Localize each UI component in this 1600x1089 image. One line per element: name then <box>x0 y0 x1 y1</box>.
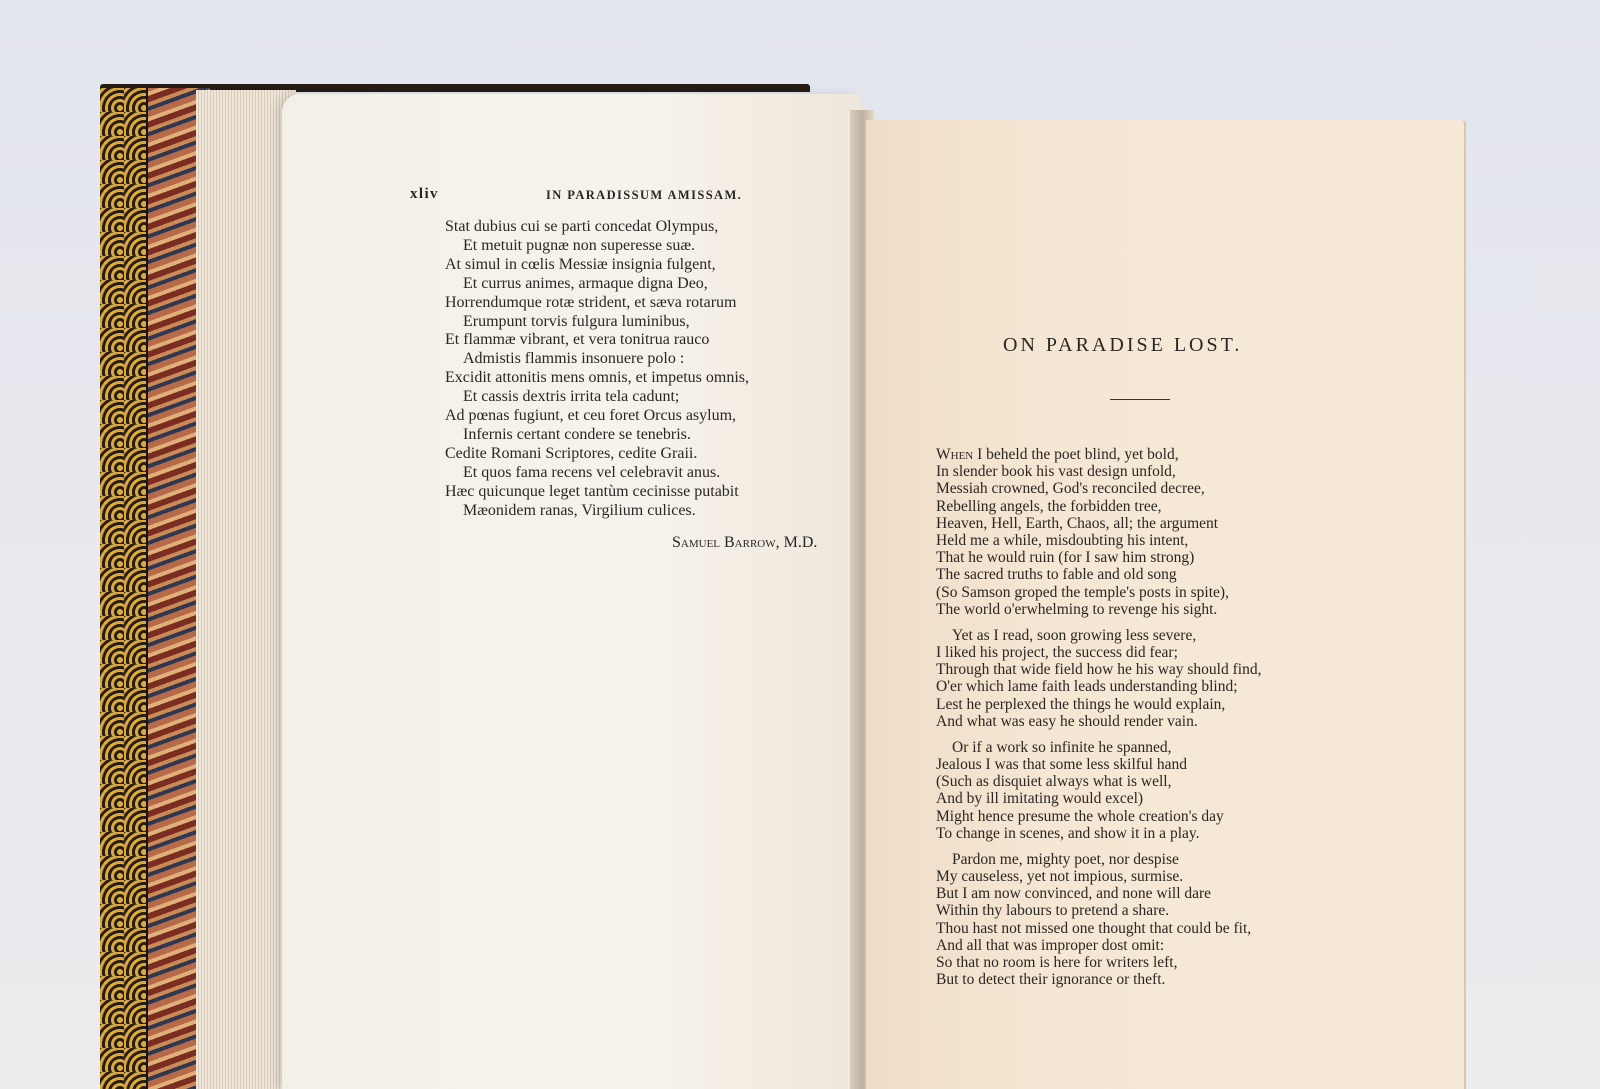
poem-line: But to detect their ignorance or theft. <box>936 971 1166 989</box>
signature: Samuel Barrow, M.D. <box>672 534 818 551</box>
latin-line: Excidit attonitis mens omnis, et impetus omnis, <box>445 369 749 387</box>
poem-line: Yet as I read, soon growing less severe, <box>952 626 1197 644</box>
latin-line: Et metuit pugnæ non superesse suæ. <box>463 236 695 254</box>
poem-line: Through that wide field how he his way should find, <box>936 661 1262 679</box>
gilt-binding-border <box>100 88 148 1089</box>
latin-line: Cedite Romani Scriptores, cedite Graii. <box>445 444 698 462</box>
latin-line: Et flammæ vibrant, et vera tonitrua rauco <box>445 331 710 349</box>
latin-poem <box>445 218 749 521</box>
poem-line: Thou hast not missed one thought that could be fit, <box>936 919 1252 937</box>
poem-line: I liked his project, the success did fear; <box>936 644 1178 662</box>
poem-line: Jealous I was that some less skilful hand <box>936 756 1187 774</box>
latin-line: Et cassis dextris irrita tela cadunt; <box>463 388 680 406</box>
poem-line: And what was easy he should render vain. <box>936 712 1198 730</box>
poem-line: That he would ruin (for I saw him strong) <box>936 549 1195 567</box>
poem-line: But I am now convinced, and none will dare <box>936 885 1212 903</box>
poem-line: Or if a work so infinite he spanned, <box>952 738 1172 756</box>
poem-line: O'er which lame faith leads understanding blind; <box>936 678 1238 696</box>
poem-line: Messiah crowned, God's reconciled decree, <box>936 480 1205 498</box>
poem-line: Heaven, Hell, Earth, Chaos, all; the argument <box>936 514 1219 532</box>
opening-word: When <box>936 446 974 463</box>
poem-line: Held me a while, misdoubting his intent, <box>936 532 1189 550</box>
latin-line: At simul in cœlis Messiæ insignia fulgent, <box>445 255 716 273</box>
poem-line: The sacred truths to fable and old song <box>936 566 1177 584</box>
latin-line: Stat dubius cui se parti concedat Olympus, <box>445 218 719 235</box>
title-rule <box>1110 399 1170 400</box>
poem-line: (So Samson groped the temple's posts in spite), <box>936 583 1229 601</box>
page-number: xliv <box>410 186 439 202</box>
poem-line: Within thy labours to pretend a share. <box>936 902 1170 920</box>
running-head: IN PARADISSUM AMISSAM. <box>546 188 743 202</box>
latin-line: Mæonidem ranas, Virgilium culices. <box>463 501 696 519</box>
latin-line: Horrendumque rotæ strident, et sæva rotarum <box>445 293 737 311</box>
poem-line: To change in scenes, and show it in a play. <box>936 824 1200 842</box>
poem-line: In slender book his vast design unfold, <box>936 463 1176 481</box>
latin-line: Ad pœnas fugiunt, et ceu foret Orcus asylum, <box>445 407 737 425</box>
latin-line: Et currus animes, armaque digna Deo, <box>463 274 708 292</box>
latin-line: Erumpunt torvis fulgura luminibus, <box>463 312 690 330</box>
poem-line: The world o'erwhelming to revenge his sight. <box>936 600 1218 618</box>
latin-line: Et quos fama recens vel celebravit anus. <box>463 463 721 481</box>
stanza <box>936 851 1261 989</box>
poem-line: Pardon me, mighty poet, nor despise <box>952 850 1179 868</box>
latin-line: Admistis flammis insonuere polo : <box>463 350 685 368</box>
poem-line: And by ill imitating would excel) <box>936 790 1144 808</box>
poem-line: (Such as disquiet always what is well, <box>936 773 1172 791</box>
poem-line: Might hence presume the whole creation's day <box>936 807 1224 825</box>
poem-line: So that no room is here for writers left, <box>936 954 1178 972</box>
stanza <box>936 446 1261 618</box>
latin-line: Hæc quicunque leget tantùm cecinisse putabit <box>445 482 739 500</box>
poem-line-text: I beheld the poet blind, yet bold, <box>973 446 1179 463</box>
stanza <box>936 627 1261 730</box>
poem-line: And all that was improper dost omit: <box>936 936 1165 954</box>
english-poem <box>936 446 1261 997</box>
poem-line: Rebelling angels, the forbidden tree, <box>936 497 1162 515</box>
latin-line: Infernis certant condere se tenebris. <box>463 425 691 443</box>
poem-line: Lest he perplexed the things he would explain, <box>936 695 1226 713</box>
poem-line <box>936 446 1261 463</box>
poem-title: ON PARADISE LOST. <box>1003 334 1243 356</box>
page-stack <box>196 90 296 1089</box>
poem-line: My causeless, yet not impious, surmise. <box>936 868 1184 886</box>
stanza <box>936 739 1261 842</box>
